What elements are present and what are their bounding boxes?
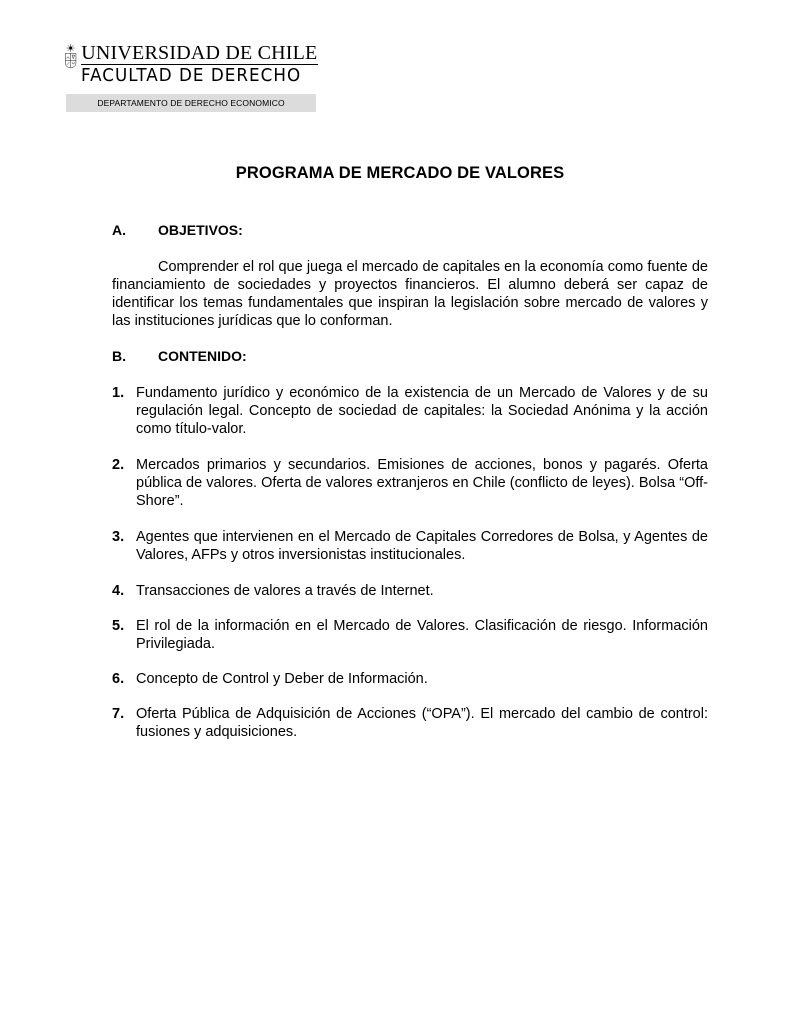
item-number: 4.	[112, 583, 125, 599]
section-b-title: CONTENIDO:	[158, 348, 247, 364]
item-number: 3.	[112, 529, 125, 545]
page-title: PROGRAMA DE MERCADO DE VALORES	[235, 164, 565, 182]
item-text: Mercados primarios y secundarios. Emisiones de acciones, bonos y pagarés. Oferta pública de valores. Oferta de valores extranjeros en Chile (conflicto de leyes). Bolsa “Off-Shore”.	[136, 457, 708, 509]
item-text: Transacciones de valores a través de Internet.	[136, 583, 434, 599]
faculty-name: FACULTAD DE DERECHO	[81, 65, 302, 86]
section-a-title: OBJETIVOS:	[158, 222, 243, 238]
item-text: Oferta Pública de Adquisición de Acciones (“OPA”). El mercado del cambio de control: fusiones y adquisiciones.	[136, 706, 708, 740]
item-text: Fundamento jurídico y económico de la existencia de un Mercado de Valores y de su regulación legal. Concepto de sociedad de capitales: la Sociedad Anónima y la acción como título-valor.	[136, 385, 708, 437]
objectives-text: Comprender el rol que juega el mercado de capitales en la economía como fuente de financiamiento de sociedades y proyectos financieros. El alumno deberá ser capaz de identificar los temas fundamentales que inspiran la legislación sobre mercado de valores y las instituciones jurídicas que lo conforman.	[112, 259, 708, 329]
item-number: 1.	[112, 385, 125, 401]
item-number: 6.	[112, 671, 125, 687]
list-item	[112, 670, 708, 688]
content-list	[112, 384, 708, 741]
section-b-letter: B.	[112, 348, 126, 364]
list-item	[112, 528, 708, 564]
item-number: 2.	[112, 457, 125, 473]
list-item	[112, 705, 708, 741]
section-a-letter: A.	[112, 222, 126, 238]
list-item	[112, 617, 708, 653]
section-b-heading	[112, 348, 247, 364]
item-text: Agentes que intervienen en el Mercado de Capitales Corredores de Bolsa, y Agentes de Valores, AFPs y otros inversionistas institucionales.	[136, 529, 708, 563]
list-item	[112, 582, 708, 600]
department-banner: DEPARTAMENTO DE DERECHO ECONOMICO	[66, 94, 316, 112]
item-text: Concepto de Control y Deber de Información.	[136, 671, 428, 687]
item-number: 5.	[112, 618, 125, 634]
objectives-paragraph	[112, 258, 708, 330]
section-a-heading	[112, 222, 243, 238]
university-name: UNIVERSIDAD DE CHILE	[81, 42, 318, 64]
item-number: 7.	[112, 706, 125, 722]
list-item	[112, 384, 708, 438]
university-seal-icon	[64, 28, 77, 84]
item-text: El rol de la información en el Mercado de Valores. Clasificación de riesgo. Información Privilegiada.	[136, 618, 708, 652]
letterhead	[64, 28, 318, 87]
list-item	[112, 456, 708, 510]
